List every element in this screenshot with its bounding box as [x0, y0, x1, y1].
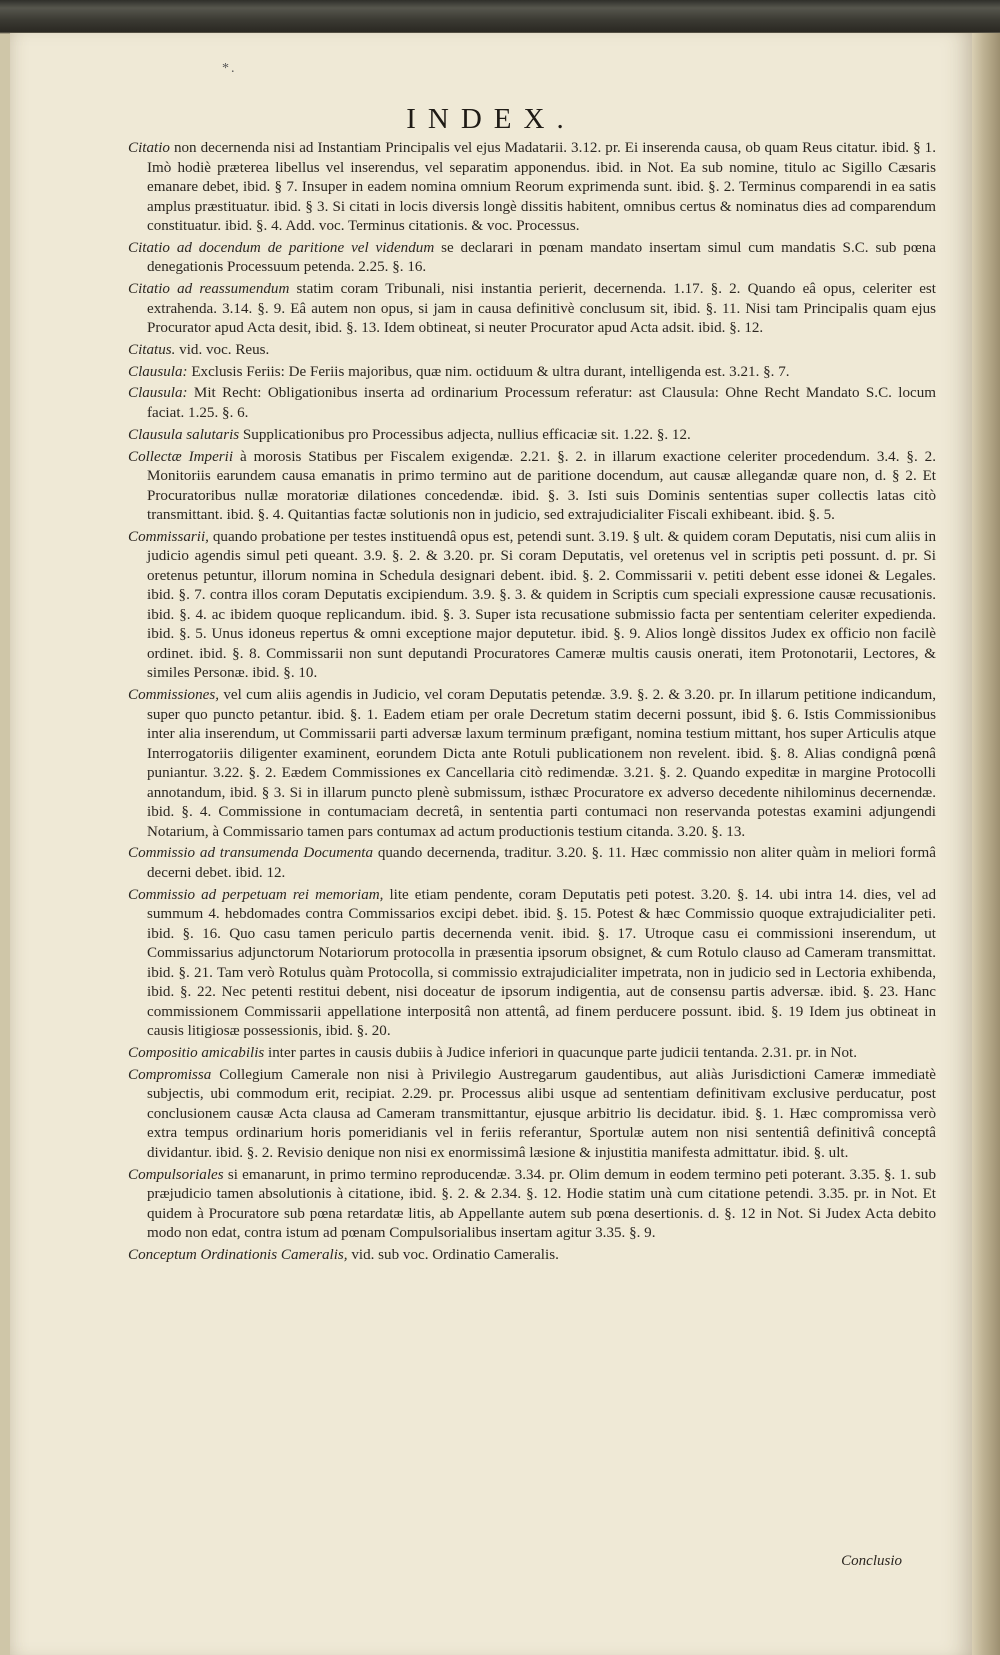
- index-text: lite etiam pendente, coram Deputatis peti potest. 3.20. §. 14. ubi intra 14. dies, vel ad summum 4. hebdomades contra Commissarios excipi debet. ibid. §. 15. Potest & hæc Commissio quoque extrajudicialiter peti. ibid. §. 16. Quo casu tamen periculo partis decernenda venit. ibid. §. 17. Utroque casu ei commissioni inserendum, ut Commissarius adjunctorum Notariorum protocolla in præsentia ipsorum obsignet, & cum Rotulo clauso ad Cameram transmittat. ibid. §. 21. Tam verò Rotulus quàm Protocolla, si commissio extrajudicialiter impetrata, non in judicio sed in Lectoria exhibenda, ibid. §. 22. Nec petenti restitui debent, nisi doceatur de ipsorum indigentia, aut de consensu partis adversæ. ibid. §. 23. Hanc commissionem Commissarii appellatione interpositâ non attentâ, ad finem perducere possunt. ibid. §. 19 Idem jus obtineat in causis litigiosæ possessionis, ibid. §. 20.: [147, 886, 936, 1040]
- index-term: Clausula:: [128, 385, 188, 402]
- index-entry: [128, 844, 936, 883]
- index-term: Compulsoriales: [128, 1166, 224, 1183]
- index-text: quando decernenda, traditur. 3.20. §. 11. Hæc commissio non aliter quàm in meliori formâ decerni debet. ibid. 12.: [147, 845, 936, 881]
- index-text: si emanarunt, in primo termino reproducendæ. 3.34. pr. Olim demum in eodem termino peti poterant. 3.35. §. 1. sub præjudicio tamen absolutionis à citatione, ibid. §. 2. & 2.34. §. 12. Hodie statim unà cum citatione petendi. 3.35. pr. in Not. Et quidem à Procuratore sub pœna retardatæ litis, ab Appellante autem sub pœna desertionis. d. §. 12 in Not. Si Judex Acta debito modo non edat, contra istum ad pœnam Compulsorialibus insertam agitur 3.35. §. 9.: [147, 1166, 936, 1242]
- index-entry: [128, 528, 936, 684]
- index-term: Compromissa: [128, 1066, 212, 1083]
- index-entry: [128, 686, 936, 842]
- index-term: Commissarii,: [128, 528, 209, 545]
- index-text: vel cum aliis agendis in Judicio, vel coram Deputatis petendæ. 3.9. §. 2. & 3.20. pr. In illarum petitione indicandum, super quo puncto petantur. ibid. §. 1. Eadem etiam per orale Decretum statim decerni possunt, ibid §. 6. Istis Commissionibus inter alia inserendum, ut Commissarii parti adversæ laxum terminum præfigant, nomina testium mittant, hos super Articulis atque Interrogatoriis diligenter examinent, eorundem Dicta ante Rotuli publicationem non revelent. ibid. §. 8. Alias condignâ pœnâ puniantur. 3.22. §. 2. Eædem Commissiones ex Cancellaria citò redimendæ. 3.21. §. 2. Quando expeditæ in margine Protocolli annotandum, ibid. § 3. Si in illarum puncto plenè submissum, isthæc Procuratore ex adverso decedente nihilominus decernendæ. ibid. §. 4. Commissione in contumaciam decretâ, in sententia parti contumaci non reservanda potestas examini adjungendi Notarium, à Commissario tamen pars contumax ad actum productionis testium citanda. 3.20. §. 13.: [147, 687, 936, 840]
- index-term: Conceptum Ordinationis Cameralis,: [128, 1246, 348, 1263]
- index-term: Citatio: [128, 140, 170, 156]
- index-text: vid. sub voc. Ordinatio Cameralis.: [347, 1246, 559, 1263]
- index-term: Citatus.: [128, 341, 176, 358]
- index-entry: [128, 448, 936, 526]
- index-text: se declarari in pœnam mandato insertam simul cum mandatis S.C. sub pœna denegationis Processuum petenda. 2.25. §. 16.: [147, 239, 936, 276]
- index-entries: [128, 139, 936, 1268]
- index-entry: [128, 1066, 936, 1164]
- index-entry: [128, 886, 936, 1042]
- index-text: quando probatione per testes instituendâ opus est, petendi sunt. 3.19. § ult. & quidem coram Deputatis, nisi cum aliis in judicio agendis simul peti queant. 3.9. §. 2. & 3.20. pr. Si coram Deputatis, vel oretenus vel in scriptis peti possunt. d. pr. Si oretenus petuntur, illorum nomina in Schedula designari debent. ibid. §. 2. Commissarii v. petiti debent esse idonei & Legales. ibid. §. 7. contra illos coram Deputatis excipiendum. 3.9. §. 3. & quidem in Scriptis cum speciali expressione causæ recusationis. ibid. §. 4. ac ibidem quoque replicandum. ibid. §. 3. Super ista recusatione submissio facta per sententiam celeriter expedienda. ibid. §. 5. Unus idoneus repertus & omni exceptione major deputetur. ibid. §. 9. Alios longè dissitos Judex ex officio non facilè ordinet. ibid. §. 8. Commissarii non sunt deputandi Procuratores Cameræ multis causis onerati, item Protonotarii, Lectores, & similes Personæ. ibid. §. 10.: [147, 528, 936, 682]
- index-entry: [128, 280, 936, 339]
- index-entry: [128, 1246, 936, 1266]
- page-title: INDEX.: [406, 103, 576, 135]
- index-text: Exclusis Feriis: De Feriis majoribus, quæ nim. octiduum & ultra durant, intelligenda est. 3.21. §. 7.: [187, 363, 790, 380]
- index-entry: [128, 426, 936, 446]
- index-entry: [128, 1044, 936, 1064]
- page-edge: [972, 33, 1000, 1655]
- index-term: Clausula salutaris: [128, 426, 240, 443]
- index-entry: [128, 239, 936, 278]
- index-text: Supplicationibus pro Processibus adjecta, nullius efficaciæ sit. 1.22. §. 12.: [239, 426, 691, 443]
- index-text: à morosis Statibus per Fiscalem exigendæ. 2.21. §. 2. in illarum exactione celeriter procedendum. 3.4. §. 2. Monitoriis earundem causa emanatis in primo termino aut de paritione docendum, aut causæ allegandæ quare non, d. § 2. Et Procuratoribus nullæ moratoriæ dilationes concedendæ. ibid. §. 3. Isti suis Dominis sententias super collectis latas citò transmittant. ibid. §. 4. Quitantias factæ solutionis non in judicio, sed extrajudicialiter Fiscali exhibeant. ibid. §. 5.: [147, 448, 936, 524]
- index-term: Compositio amicabilis: [128, 1045, 265, 1062]
- index-entry: [128, 139, 936, 237]
- index-text: vid. voc. Reus.: [175, 341, 270, 358]
- index-entry: [128, 341, 936, 361]
- index-text: statim coram Tribunali, nisi instantia perierit, decernenda. 1.17. §. 2. Quando eâ opus, celeriter est extrahenda. 3.14. §. 9. Eâ autem non opus, si jam in causa definitivè conclusum sit, ibid. §. 11. Nisi tam Principalis quam ejus Procurator apud Acta desit, ibid. §. 13. Idem obtineat, si neuter Procurator apud Acta adsit. ibid. §. 12.: [147, 281, 936, 337]
- catchword: Conclusio: [841, 1553, 902, 1569]
- index-entry: [128, 384, 936, 423]
- index-page: [10, 33, 972, 1655]
- index-entry: [128, 1166, 936, 1244]
- index-text: Collegium Camerale non nisi à Privilegio Austregarum gaudentibus, aut aliàs Jurisdictioni Cameræ immediatè subjectis, ubi commodum erit, recipiat. 2.29. pr. Processus alibi usque ad sententiam definitivam exclusive perducatur, post conclusionem causæ Acta clausa ad Cameram transmittantur, ejusque arbitrio lis decidatur. ibid. §. 1. Hæc compromissa verò extra tempus ordinarium horis pomeridianis vel in feriis referantur, Sportulæ autem non nisi sententiâ definitivâ conceptâ dividantur. ibid. §. 2. Revisio denique non nisi ex enormissimâ læsione & injustitia manifesta admittatur. ibid. §. ult.: [147, 1066, 936, 1161]
- index-text: inter partes in causis dubiis à Judice inferiori in quacunque parte judicii tentanda. 2.31. pr. in Not.: [264, 1045, 857, 1062]
- index-term: Commissio ad perpetuam rei memoriam,: [128, 886, 384, 903]
- index-term: Clausula:: [128, 363, 188, 380]
- index-text: non decernenda nisi ad Instantiam Principalis vel ejus Madatarii. 3.12. pr. Ei inserenda causa, ob quam Reus citatur. ibid. § 1. Imò hodiè præterea libellus vel inserendus, vel separatim apponendus. ibid. in Not. Ea sub nomine, titulo ac Sigillo Cæsaris emanare debet, ibid. § 7. Insuper in eadem nomina omnium Reorum exprimenda sunt. ibid. §. 2. Terminus comparendi in ea satis amplus præstituatur. ibid. § 3. Si citati in locis diversis longè dissitis habitent, omnibus certus & nominatus dies ad comparendum constituatur. ibid. §. 4. Add. voc. Terminus citationis. & voc. Processus.: [147, 140, 936, 234]
- printer-mark: *.: [222, 61, 237, 76]
- index-term: Commissiones,: [128, 687, 219, 704]
- index-text: Mit Recht: Obligationibus inserta ad ordinarium Processum referatur: ast Clausula: Ohne Recht Mandato S.C. locum faciat. 1.25. §. 6.: [147, 385, 936, 421]
- index-term: Citatio ad docendum de paritione vel videndum: [128, 239, 435, 256]
- index-term: Commissio ad transumenda Documenta: [128, 845, 374, 862]
- index-entry: [128, 363, 936, 383]
- index-term: Collectæ Imperii: [128, 448, 234, 465]
- index-term: Citatio ad reassumendum: [128, 281, 290, 298]
